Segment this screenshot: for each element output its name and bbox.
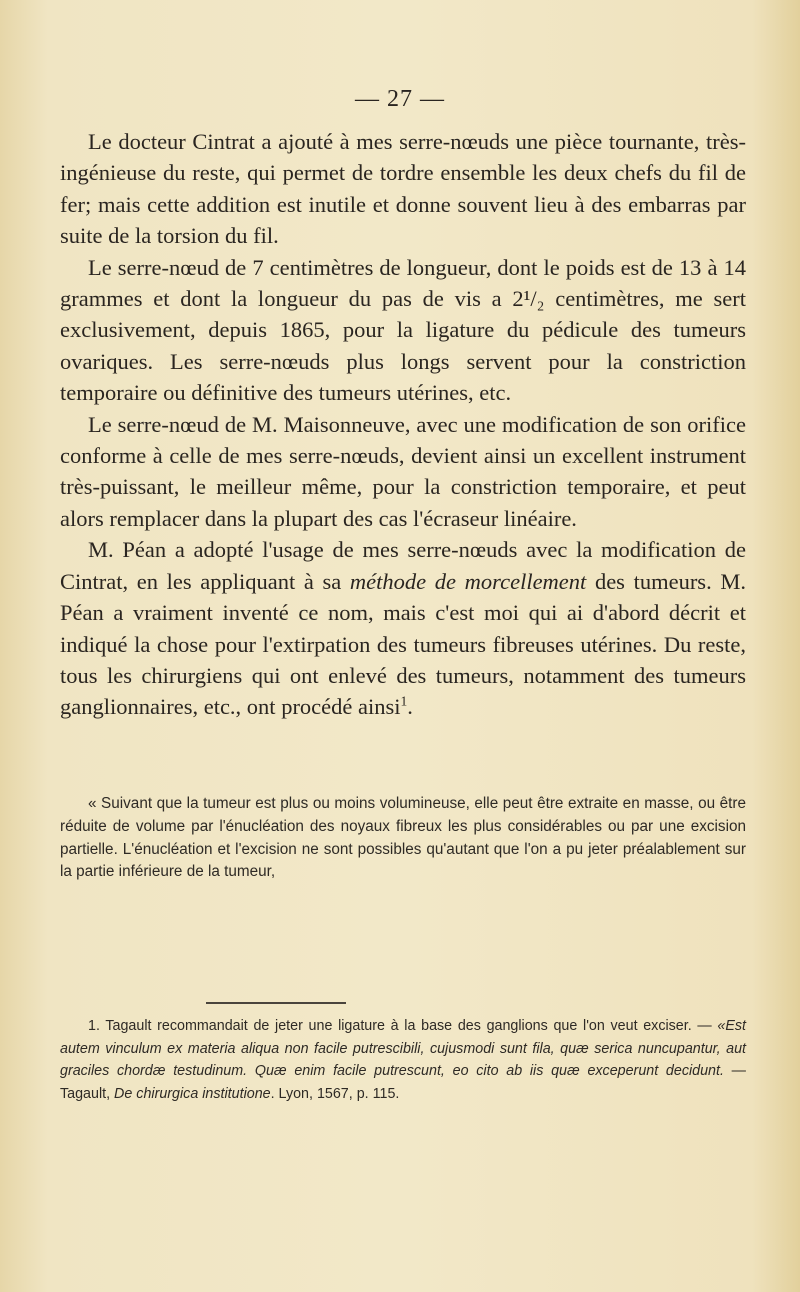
paragraph-4 xyxy=(60,534,746,722)
footnote-citation-title: De chirurgica institutione xyxy=(114,1085,271,1102)
paragraph-4-italic: méthode de morcellement xyxy=(349,568,587,594)
footnote-latin-quote: «Est autem vinculum ex materia aliqua non facile putrescibili, cujusmodi sunt fila, quæ serica nuncupantur, aut graciles chordæ testudinum. Quæ enim facile putrescunt, eo cito ab iis quæ exceperunt decidunt. xyxy=(60,1018,746,1079)
footnote-paragraph xyxy=(60,1015,746,1105)
footnote xyxy=(60,1015,746,1105)
page-number: — 27 — xyxy=(355,86,445,112)
paragraph-4-text-a: M. Péan a adopté l'usage de mes serre-nœuds avec la modification de Cintrat, en les appliquant à sa xyxy=(60,537,746,594)
paragraph-2: Le serre-nœud de 7 centimètres de longueur, dont le poids est de 13 à 14 grammes et dont la longueur du pas de vis a 2¹/₂ centimètres, me sert exclusivement, depuis 1865, pour la ligature du pédicule des tumeurs ovariques. Les serre-nœuds plus longs servent pour la constriction temporaire ou définitive des tumeurs utérines, etc. xyxy=(60,254,746,406)
paragraph-3: Le serre-nœud de M. Maisonneuve, avec une modification de son orifice conforme à celle de mes serre-nœuds, devient ainsi un excellent instrument très-puissant, le meilleur même, pour la constriction temporaire, et peut alors remplacer dans la plupart des cas l'écraseur linéaire. xyxy=(60,411,746,531)
paragraph-4-end: . xyxy=(407,694,413,720)
footnote-citation-prefix: — Tagault, xyxy=(60,1063,746,1102)
footnote-number: 1. xyxy=(88,1018,100,1034)
footnote-text: Tagault recommandait de jeter une ligature à la base des ganglions que l'on veut exciser. — xyxy=(99,1018,718,1034)
paragraph-1: Le docteur Cintrat a ajouté à mes serre-nœuds une pièce tournante, très-ingénieuse du reste, qui permet de tordre ensemble les deux chefs du fil de fer; mais cette addition est inutile et donne souvent lieu à des embarras par suite de la torsion du fil. xyxy=(60,129,746,249)
paragraph-4-text-b: des tumeurs. M. Péan a vraiment inventé ce nom, mais c'est moi qui ai d'abord décrit et indiqué la chose pour l'extirpation des tumeurs fibreuses utérines. Du reste, tous les chirurgiens qui ont enlevé des tumeurs, notamment des tumeurs ganglionnaires, etc., ont procédé ainsi xyxy=(60,568,746,720)
footnote-citation-suffix: . Lyon, 1567, p. 115. xyxy=(270,1085,400,1102)
footnote-divider xyxy=(206,1002,346,1004)
quotation-text: « Suivant que la tumeur est plus ou moins volumineuse, elle peut être extraite en masse, ou être réduite de volume par l'énucléation des noyaux fibreux les plus considérables ou par une excision partielle. L'énucléation et l'excision ne sont possibles qu'autant que l'on a pu jeter préalablement sur la partie inférieure de la tumeur, xyxy=(60,795,746,881)
quotation-block xyxy=(60,793,746,884)
body-text xyxy=(60,126,746,723)
footnote-reference[interactable]: 1 xyxy=(400,693,408,709)
